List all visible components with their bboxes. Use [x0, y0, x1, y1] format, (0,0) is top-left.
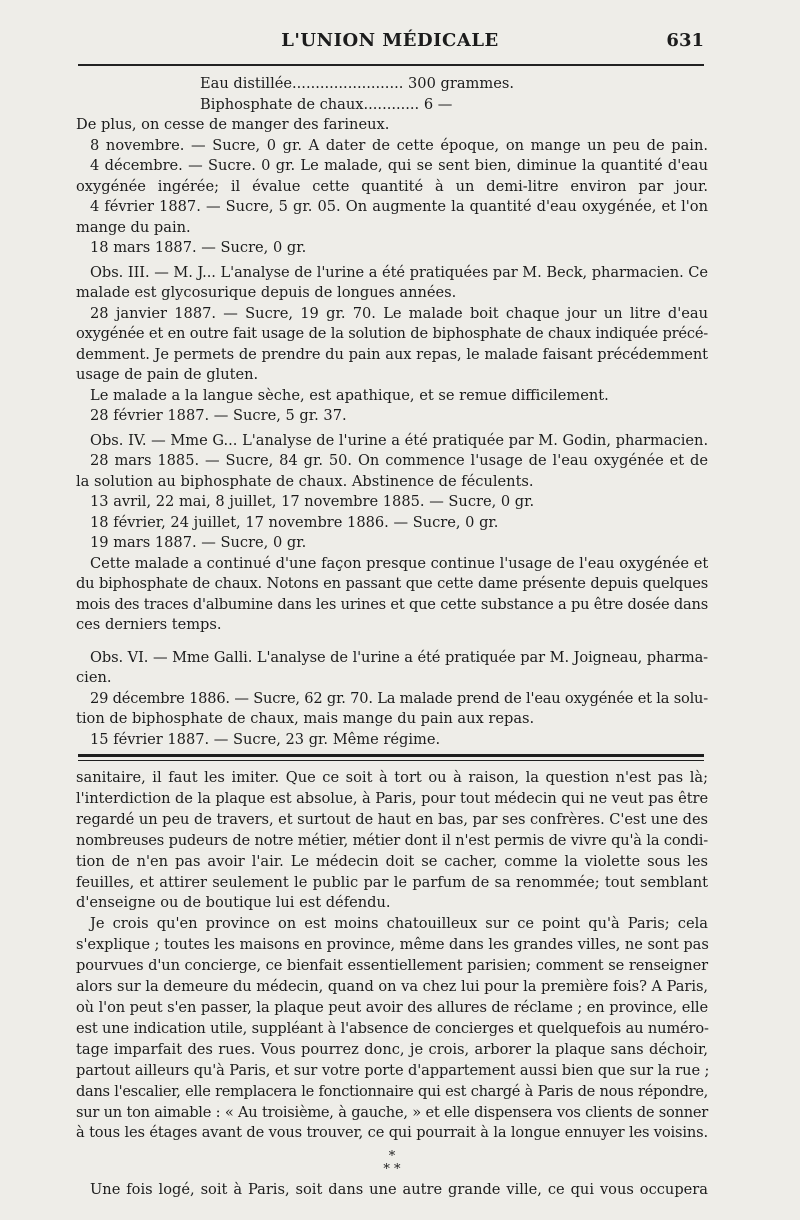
- observation-heading: Obs. III. — M. J... L'analyse de l'urine a été pratiquées par M. Beck, pharmacien. Ce: [90, 263, 708, 281]
- text-line: où l'on peut s'en passer, la plaque peut avoir des allures de réclame ; en province, elle: [76, 998, 708, 1016]
- feuilleton-section: [76, 768, 708, 1201]
- text-line: 8 novembre. — Sucre, 0 gr. A dater de cette époque, on mange un peu de pain.: [90, 136, 708, 154]
- text-line: d'enseigne ou de boutique lui est défendu.: [76, 894, 391, 912]
- text-line: ces derniers temps.: [76, 616, 222, 633]
- text-line: mange du pain.: [76, 218, 191, 236]
- text-line: tion de n'en pas avoir l'air. Le médecin doit se cacher, comme la violette sous les: [76, 852, 708, 870]
- text-line: pourvues d'un concierge, ce bienfait essentiellement parisien; comment se renseigner: [76, 957, 708, 975]
- text-line: la solution au biphosphate de chaux. Abstinence de féculents.: [76, 472, 534, 490]
- text-line: 18 mars 1887. — Sucre, 0 gr.: [90, 239, 307, 256]
- text-line: cien.: [76, 669, 112, 686]
- text-line: oxygénée ingérée; il évalue cette quantité à un demi-litre environ par jour.: [76, 177, 708, 195]
- observations-section: [76, 74, 708, 750]
- observation-heading: Obs. VI. — Mme Galli. L'analyse de l'urine a été pratiquée par M. Joigneau, pharma-: [90, 648, 708, 666]
- asterism-top: *: [388, 1149, 396, 1165]
- text-line: tage imparfait des rues. Vous pourrez donc, je crois, arborer la plaque sans déchoir,: [76, 1040, 708, 1058]
- text-line: Le malade a la langue sèche, est apathique, et se remue difficilement.: [90, 386, 609, 404]
- text-line: nombreuses pudeurs de notre métier, métier dont il n'est permis de vivre qu'à la condi-: [76, 831, 708, 849]
- text-line: 13 avril, 22 mai, 8 juillet, 17 novembre 1885. — Sucre, 0 gr.: [90, 493, 535, 510]
- text-line: malade est glycosurique depuis de longues années.: [76, 284, 457, 301]
- text-line: 18 février, 24 juillet, 17 novembre 1886. — Sucre, 0 gr.: [90, 513, 499, 531]
- running-title: L'UNION MÉDICALE: [281, 30, 499, 51]
- page-number: 631: [666, 30, 704, 51]
- text-line: s'explique ; toutes les maisons en province, même dans les grandes villes, ne sont pas: [76, 936, 709, 954]
- text-line: regardé un peu de travers, et surtout de haut en bas, par ses confrères. C'est une des: [76, 810, 708, 828]
- asterism: [76, 1150, 708, 1176]
- text-line: 28 février 1887. — Sucre, 5 gr. 37.: [90, 407, 347, 424]
- text-line: alors sur la demeure du médecin, quand on va chez lui pour la première fois? A Paris,: [76, 978, 708, 996]
- text-line: à tous les étages avant de vous trouver, ce qui pourrait à la longue ennuyer les voisins.: [76, 1124, 708, 1142]
- text-line: du biphosphate de chaux. Notons en passant que cette dame présente depuis quelques: [76, 575, 708, 592]
- text-line: Je crois qu'en province on est moins chatouilleux sur ce point qu'à Paris; cela: [90, 915, 708, 933]
- observation-heading: Obs. IV. — Mme G... L'analyse de l'urine a été pratiquée par M. Godin, pharmacien.: [90, 431, 709, 449]
- text-line: 15 février 1887. — Sucre, 23 gr. Même régime.: [90, 730, 441, 748]
- text-line: oxygénée et en outre fait usage de la solution de biphosphate de chaux indiquée précé-: [76, 325, 708, 342]
- text-line: 4 février 1887. — Sucre, 5 gr. 05. On augmente la quantité d'eau oxygénée, et l'on: [90, 198, 708, 215]
- text-line: De plus, on cesse de manger des farineux.: [76, 116, 390, 133]
- page-header: [76, 30, 704, 60]
- text-line: demment. Je permets de prendre du pain aux repas, le malade faisant précédemment: [76, 345, 708, 363]
- text-line: Une fois logé, soit à Paris, soit dans une autre grande ville, ce qui vous occupera: [90, 1181, 708, 1199]
- recipe-line: Biphosphate de chaux............ 6 —: [200, 95, 453, 113]
- recipe-line: Eau distillée........................ 300 grammes.: [200, 75, 514, 92]
- text-line: Cette malade a continué d'une façon presque continue l'usage de l'eau oxygénée et: [90, 554, 709, 572]
- text-line: 19 mars 1887. — Sucre, 0 gr.: [90, 534, 307, 551]
- text-line: partout ailleurs qu'à Paris, et sur votre porte d'appartement aussi bien que sur la rue ;: [76, 1061, 710, 1079]
- text-line: sur un ton aimable : « Au troisième, à gauche, » et elle dispensera vos clients de sonner: [76, 1103, 708, 1121]
- text-line: sanitaire, il faut les imiter. Que ce soit à tort ou à raison, la question n'est pas là;: [76, 769, 708, 786]
- text-line: est une indication utile, suppléant à l'absence de concierges et quelquefois au numéro-: [76, 1019, 709, 1037]
- text-line: 28 janvier 1887. — Sucre, 19 gr. 70. Le malade boit chaque jour un litre d'eau: [90, 304, 708, 322]
- text-line: mois des traces d'albumine dans les urines et que cette substance a pu être dosée dans: [76, 595, 708, 613]
- section-double-rule: [78, 754, 704, 761]
- text-line: 28 mars 1885. — Sucre, 84 gr. 50. On commence l'usage de l'eau oxygénée et de: [90, 452, 708, 469]
- text-line: usage de pain de gluten.: [76, 366, 259, 383]
- asterism-bottom: * *: [383, 1162, 401, 1178]
- text-line: feuilles, et attirer seulement le public par le parfum de sa renommée; tout semblant: [76, 873, 708, 891]
- text-line: 29 décembre 1886. — Sucre, 62 gr. 70. La malade prend de l'eau oxygénée et la solu-: [90, 689, 708, 707]
- text-line: tion de biphosphate de chaux, mais mange du pain aux repas.: [76, 710, 535, 727]
- text-line: 4 décembre. — Sucre. 0 gr. Le malade, qui se sent bien, diminue la quantité d'eau: [90, 157, 708, 174]
- header-rule: [78, 64, 704, 66]
- text-line: l'interdiction de la plaque est absolue, à Paris, pour tout médecin qui ne veut pas être: [76, 789, 709, 807]
- text-line: dans l'escalier, elle remplacera le fonctionnaire qui est chargé à Paris de nous répondre,: [76, 1082, 708, 1100]
